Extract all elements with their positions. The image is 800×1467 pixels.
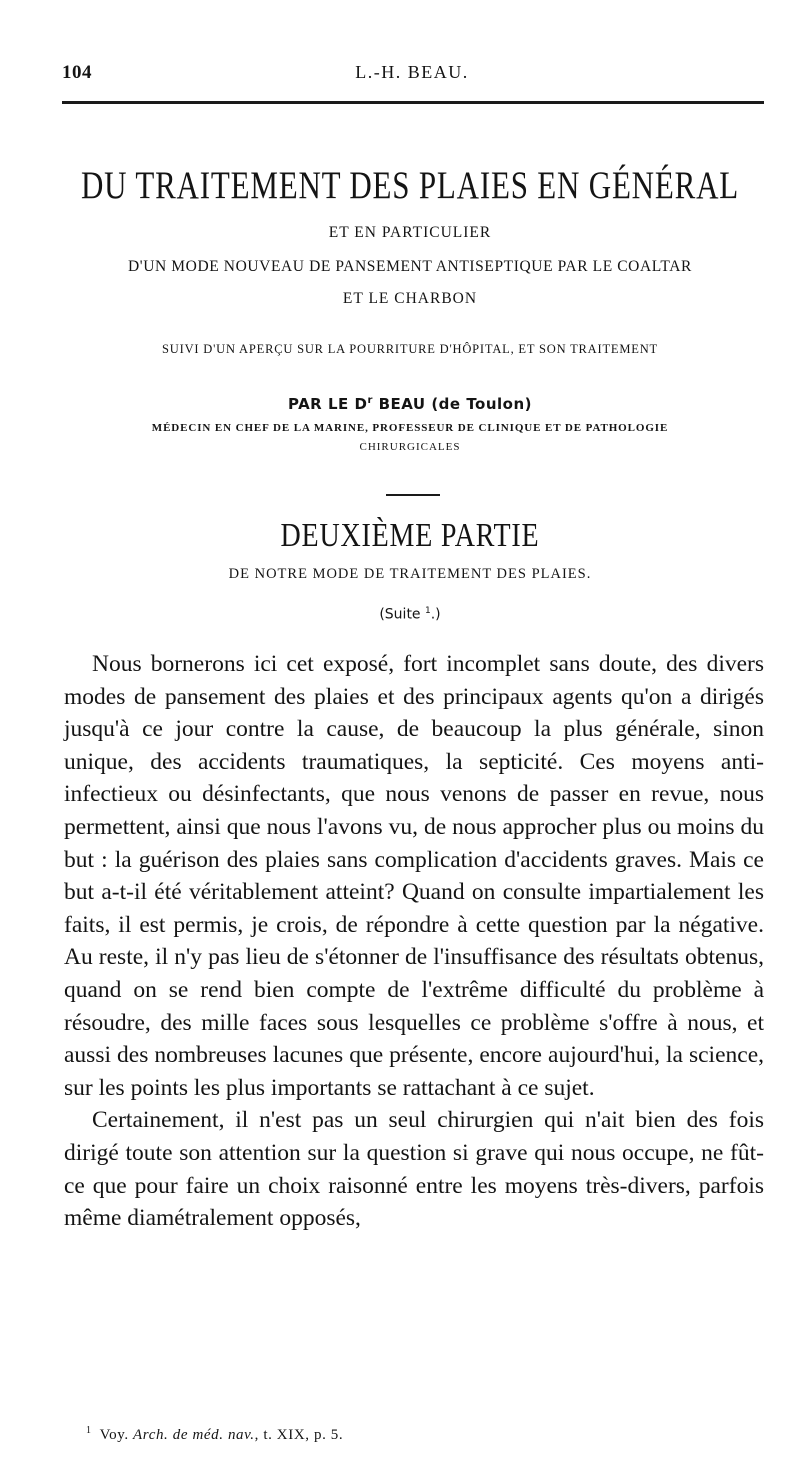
author-prefix: PAR LE D	[287, 395, 368, 413]
paragraph: Nous bornerons ici cet exposé, fort incomplet sans doute, des divers modes de pansement des plaies et des principaux agents qu'on a dirigés jusqu'à ce jour contre la cause, de beaucoup la plus générale, sinon unique, des accidents traumatiques, la septicité. Ces moyens anti-infectieux ou désinfectants, que nous venons de passer en revue, nous permettent, ainsi que nous l'avons vu, de nous approcher plus ou moins du but : la guérison des plaies sans complication d'accidents graves. Mais ce but a-t-il été véritablement atteint? Quand on consulte impartialement les faits, il est permis, je crois, de répondre à cette question par la négative. Au reste, il n'y pas lieu de s'étonner de l'insuffisance des résultats obtenus, quand on se rend bien compte de l'extrême difficulté du problème à résoudre, des mille faces sous lesquelles ce problème s'offre à nous, et aussi des nombreuses lacunes que présente, encore aujourd'hui, la science, sur les points les plus importants se rattachant à ce sujet.	[64, 651, 764, 1101]
part-subtitle: DE NOTRE MODE DE TRAITEMENT DES PLAIES.	[228, 566, 592, 582]
continuation-close: .)	[430, 606, 441, 623]
author-name: BEAU (de Toulon)	[372, 395, 533, 413]
running-head	[62, 62, 762, 86]
title-line-4: ET LE CHARBON	[342, 290, 478, 307]
author-credentials-1: MÉDECIN EN CHEF DE LA MARINE, PROFESSEUR DE CLINIQUE ET DE PATHOLOGIE	[151, 422, 669, 434]
continuation-footnote-mark: 1	[425, 606, 431, 616]
paragraph: Certainement, il n'est pas un seul chirurgien qui n'ait bien des fois dirigé toute son attention sur la question si grave qui nous occupe, ne fût-ce que pour faire un choix raisonné entre les moyens très-divers, parfois même diamétralement opposés,	[64, 1107, 764, 1232]
footnote-mark: 1	[86, 1425, 92, 1436]
continuation-text: (Suite	[379, 606, 421, 623]
article-title: DU TRAITEMENT DES PLAIES EN GÉNÉRAL	[80, 163, 740, 207]
title-line-3: D'UN MODE NOUVEAU DE PANSEMENT ANTISEPTIQUE PAR LE COALTAR	[128, 258, 692, 275]
author-credentials-2: CHIRURGICALES	[359, 441, 461, 453]
header-rule	[62, 101, 764, 104]
title-line-5: SUIVI D'UN APERÇU SUR LA POURRITURE D'HÔPITAL, ET SON TRAITEMENT	[162, 342, 658, 356]
footnote-source: Arch. de méd. nav.	[133, 1427, 255, 1443]
footnote	[86, 1425, 343, 1444]
part-title: DEUXIÈME PARTIE	[280, 517, 540, 555]
running-author: L.-H. BEAU.	[355, 62, 469, 82]
title-line-2: ET EN PARTICULIER	[328, 224, 492, 241]
section-rule	[386, 494, 440, 496]
page-number: 104	[62, 62, 92, 83]
author-byline	[50, 395, 770, 413]
footnote-prefix: Voy.	[99, 1427, 134, 1443]
footnote-suffix: , t. XIX, p. 5.	[254, 1427, 344, 1443]
continuation-note	[50, 606, 770, 623]
author-superscript: r	[367, 395, 373, 406]
body-text	[64, 648, 764, 1235]
